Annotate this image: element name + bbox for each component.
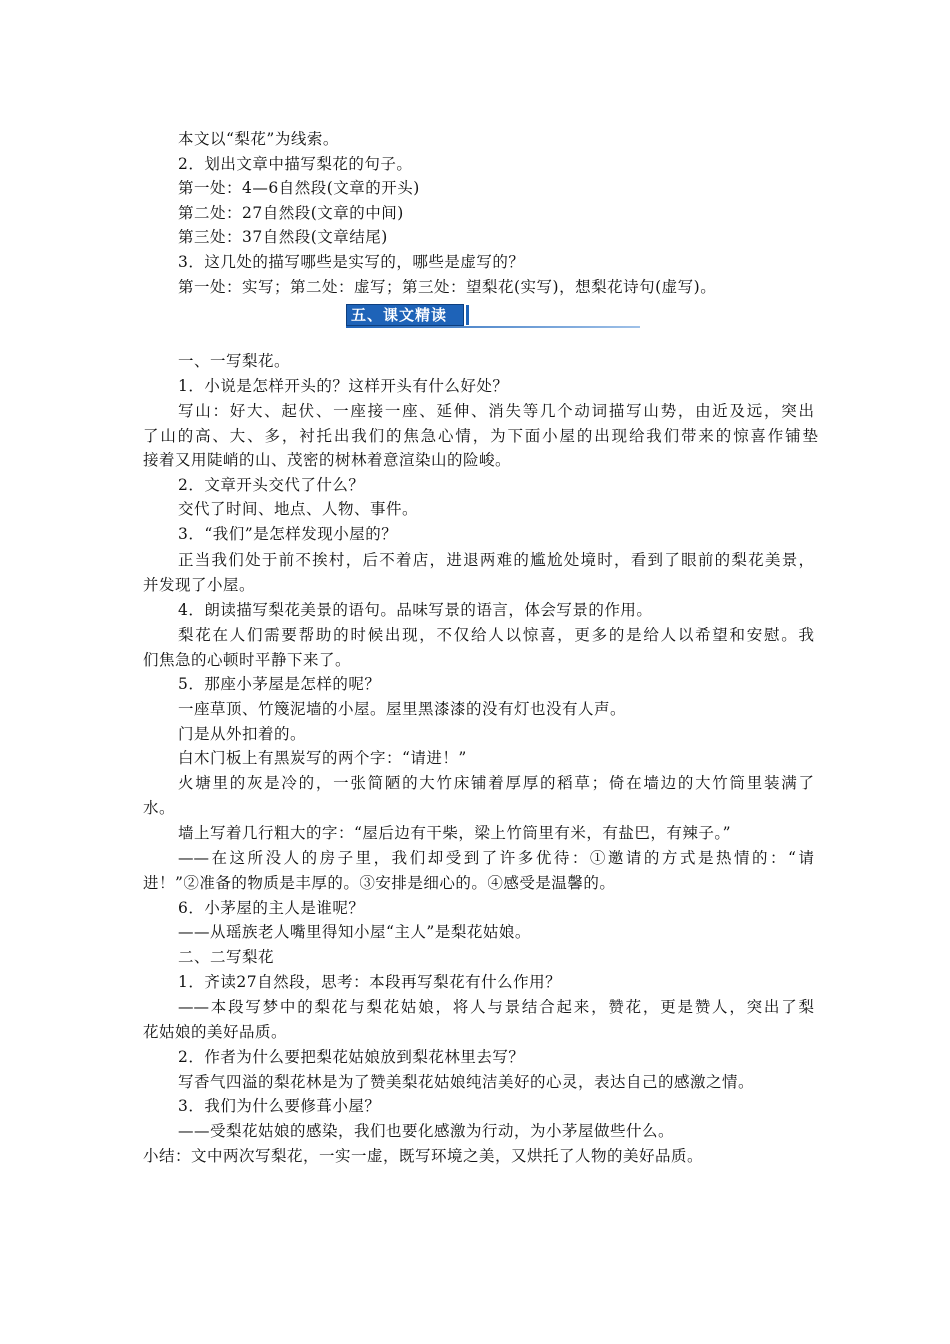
- text-line: 们焦急的心顿时平静下来了。: [143, 651, 352, 669]
- text-line: 第二处：27自然段(文章的中间): [178, 204, 404, 222]
- subheading: 二、二写梨花: [178, 948, 275, 966]
- question-line: 2．作者为什么要把梨花姑娘放到梨花林里去写？: [178, 1048, 525, 1066]
- text-line: 墙上写着几行粗大的字：“屋后边有干柴，梁上竹筒里有米，有盐巴，有辣子。”: [178, 824, 732, 842]
- text-line: 花姑娘的美好品质。: [143, 1023, 288, 1041]
- section-banner-box: [346, 304, 464, 326]
- question-line: 5．那座小茅屋是怎样的呢？: [178, 675, 381, 693]
- text-line: ——从瑶族老人嘴里得知小屋“主人”是梨花姑娘。: [178, 923, 531, 941]
- subheading: 一、一写梨花。: [178, 352, 291, 370]
- section-banner-bar: [466, 305, 469, 325]
- text-line: 火塘里的灰是冷的，一张简陋的大竹床铺着厚厚的稻草；倚在墙边的大竹筒里装满了: [178, 774, 814, 792]
- question-line: 6．小茅屋的主人是谁呢？: [178, 899, 365, 917]
- text-line: 并发现了小屋。: [143, 576, 256, 594]
- text-line: 交代了时间、地点、人物、事件。: [178, 500, 419, 518]
- text-line: ——本段写梦中的梨花与梨花姑娘，将人与景结合起来，赞花，更是赞人，突出了梨: [178, 998, 814, 1016]
- summary-line: 小结：文中两次写梨花，一实一虚，既写环境之美，又烘托了人物的美好品质。: [143, 1147, 704, 1165]
- question-line: 3．“我们”是怎样发现小屋的？: [178, 525, 398, 543]
- text-line: 第一处：4—6自然段(文章的开头): [178, 179, 420, 197]
- text-line: 了山的高、大、多，衬托出我们的焦急心情，为下面小屋的出现给我们带来的惊喜作铺垫: [143, 427, 818, 445]
- question-line: 2．划出文章中描写梨花的句子。: [178, 155, 413, 173]
- text-line: 第三处：37自然段(文章结尾): [178, 228, 388, 246]
- text-line: 接着又用陡峭的山、茂密的树林着意渲染山的险峻。: [143, 451, 512, 469]
- question-line: 3．我们为什么要修葺小屋？: [178, 1097, 381, 1115]
- question-line: 1．小说是怎样开头的？这样开头有什么好处？: [178, 377, 509, 395]
- text-line: 第一处：实写；第二处：虚写；第三处：望梨花(实写)，想梨花诗句(虚写)。: [178, 278, 717, 296]
- question-line: 1．齐读27自然段，思考：本段再写梨花有什么作用？: [178, 973, 562, 991]
- text-line: 一座草顶、竹篾泥墙的小屋。屋里黑漆漆的没有灯也没有人声。: [178, 700, 627, 718]
- text-line: 水。: [143, 799, 176, 817]
- section-banner: [346, 304, 640, 328]
- text-line: 正当我们处于前不挨村，后不着店，进退两难的尴尬处境时，看到了眼前的梨花美景，: [178, 551, 814, 569]
- text-line: ——受梨花姑娘的感染，我们也要化感激为行动，为小茅屋做些什么。: [178, 1122, 675, 1140]
- text-line: 本文以“梨花”为线索。: [178, 130, 339, 148]
- text-line: 梨花在人们需要帮助的时候出现，不仅给人以惊喜，更多的是给人以希望和安慰。我: [178, 626, 814, 644]
- question-line: 4．朗读描写梨花美景的语句。品味写景的语言，体会写景的作用。: [178, 601, 653, 619]
- section-heading: 五、课文精读: [351, 306, 448, 324]
- question-line: 3．这几处的描写哪些是实写的，哪些是虚写的？: [178, 253, 525, 271]
- text-line: ——在这所没人的房子里，我们却受到了许多优待：①邀请的方式是热情的：“请: [178, 849, 814, 867]
- text-line: 写香气四溢的梨花林是为了赞美梨花姑娘纯洁美好的心灵，表达自己的感激之情。: [178, 1073, 755, 1091]
- section-banner-rule: [346, 326, 640, 328]
- text-line: 白木门板上有黑炭写的两个字：“请进！”: [178, 749, 467, 767]
- text-line: 进！”②准备的物质是丰厚的。③安排是细心的。④感受是温馨的。: [143, 874, 616, 892]
- text-line: 门是从外扣着的。: [178, 725, 307, 743]
- text-line: 写山：好大、起伏、一座接一座、延伸、消失等几个动词描写山势，由近及远，突出: [178, 402, 814, 420]
- question-line: 2．文章开头交代了什么？: [178, 476, 365, 494]
